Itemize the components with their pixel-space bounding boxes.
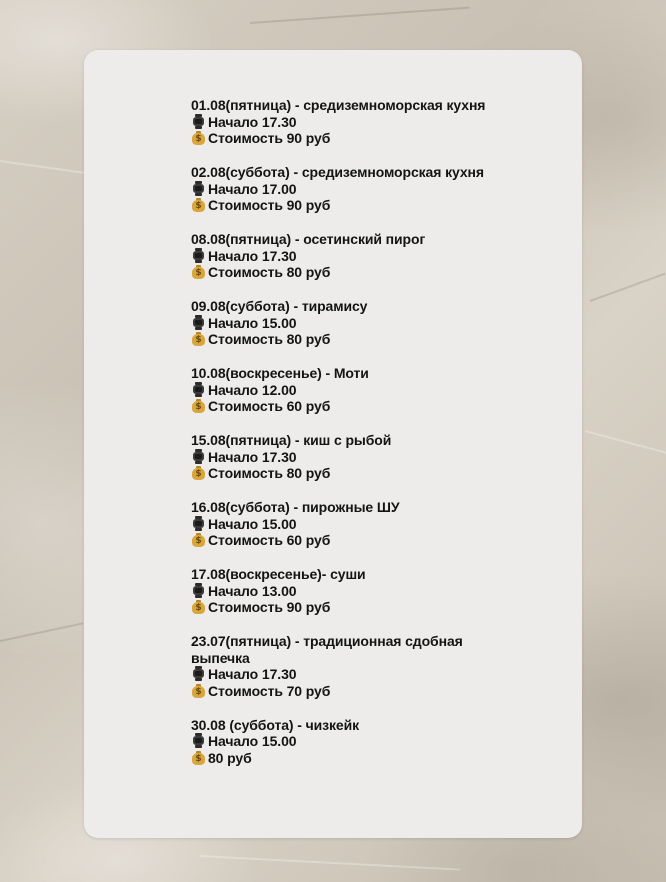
event-title: 30.08 (суббота) - чизкейк bbox=[191, 716, 360, 733]
event-title: 01.08(пятница) - средиземноморская кухня bbox=[191, 97, 486, 113]
event-start-text: Начало 17.00 bbox=[208, 180, 297, 197]
event-title: 15.08(пятница) - киш с рыбой bbox=[191, 432, 392, 448]
event-price bbox=[191, 599, 491, 616]
event-start-text: Начало 12.00 bbox=[208, 381, 297, 398]
watch-icon bbox=[191, 733, 206, 748]
event-start-text: Начало 17.30 bbox=[208, 247, 297, 264]
event-start bbox=[191, 382, 491, 399]
event-price bbox=[191, 331, 491, 348]
event-title: 16.08(суббота) - пирожные ШУ bbox=[191, 499, 400, 515]
money-bag-icon: $ bbox=[191, 130, 206, 145]
event-title: 17.08(воскресенье)- суши bbox=[191, 566, 366, 582]
event-start-text: Начало 15.00 bbox=[208, 733, 297, 749]
watch-icon bbox=[191, 583, 206, 598]
event-item bbox=[191, 365, 491, 415]
watch-icon bbox=[191, 181, 206, 196]
event-price bbox=[191, 683, 491, 700]
event-start bbox=[191, 583, 491, 600]
event-item bbox=[191, 499, 491, 549]
event-start bbox=[191, 449, 491, 466]
event-price-text: Стоимость 90 руб bbox=[208, 197, 331, 213]
event-start bbox=[191, 114, 491, 131]
event-price bbox=[191, 197, 491, 214]
money-bag-icon: $ bbox=[191, 683, 206, 698]
event-item bbox=[191, 298, 491, 348]
event-title: 10.08(воскресенье) - Моти bbox=[191, 365, 369, 381]
event-item bbox=[191, 432, 491, 482]
event-start-text: Начало 17.30 bbox=[208, 113, 297, 130]
event-price-text: Стоимость 90 руб bbox=[208, 130, 331, 146]
event-title: 09.08(суббота) - тирамису bbox=[191, 298, 368, 314]
event-price bbox=[191, 264, 491, 281]
event-price-text: Стоимость 90 руб bbox=[208, 599, 331, 615]
watch-icon bbox=[191, 248, 206, 263]
money-bag-icon: $ bbox=[191, 465, 206, 480]
money-bag-icon: $ bbox=[191, 599, 206, 614]
event-item bbox=[191, 97, 491, 147]
money-bag-icon: $ bbox=[191, 264, 206, 279]
event-title: 08.08(пятница) - осетинский пирог bbox=[191, 231, 426, 247]
event-price-text: Стоимость 80 руб bbox=[208, 264, 331, 280]
event-item bbox=[191, 566, 491, 616]
watch-icon bbox=[191, 449, 206, 464]
event-start bbox=[191, 666, 491, 683]
event-item bbox=[191, 231, 491, 281]
watch-icon bbox=[191, 315, 206, 330]
event-price bbox=[191, 750, 491, 767]
event-price-text: 80 руб bbox=[208, 749, 252, 766]
event-price-text: Стоимость 70 руб bbox=[208, 682, 331, 699]
event-price bbox=[191, 532, 491, 549]
event-price bbox=[191, 465, 491, 482]
watch-icon bbox=[191, 666, 206, 681]
money-bag-icon: $ bbox=[191, 532, 206, 547]
event-start bbox=[191, 516, 491, 533]
event-item bbox=[191, 633, 491, 699]
event-price-text: Стоимость 60 руб bbox=[208, 398, 331, 414]
event-price-text: Стоимость 80 руб bbox=[208, 331, 331, 347]
event-title: 02.08(суббота) - средиземноморская кухня bbox=[191, 164, 484, 180]
event-title: 23.07(пятница) - традиционная сдобная выпечка bbox=[191, 633, 463, 666]
watch-icon bbox=[191, 114, 206, 129]
money-bag-icon: $ bbox=[191, 197, 206, 212]
event-price-text: Стоимость 60 руб bbox=[208, 532, 331, 548]
watch-icon bbox=[191, 516, 206, 531]
event-item bbox=[191, 717, 491, 767]
event-price bbox=[191, 130, 491, 147]
event-start-text: Начало 13.00 bbox=[208, 582, 297, 599]
money-bag-icon: $ bbox=[191, 750, 206, 765]
watch-icon bbox=[191, 382, 206, 397]
money-bag-icon: $ bbox=[191, 398, 206, 413]
event-item bbox=[191, 164, 491, 214]
event-start bbox=[191, 248, 491, 265]
money-bag-icon: $ bbox=[191, 331, 206, 346]
event-start-text: Начало 15.00 bbox=[208, 314, 297, 331]
event-start-text: Начало 15.00 bbox=[208, 515, 297, 532]
event-price bbox=[191, 398, 491, 415]
event-start bbox=[191, 181, 491, 198]
event-start bbox=[191, 315, 491, 332]
event-start-text: Начало 17.30 bbox=[208, 448, 297, 465]
event-start bbox=[191, 733, 491, 750]
event-start-text: Начало 17.30 bbox=[208, 666, 297, 682]
event-price-text: Стоимость 80 руб bbox=[208, 465, 331, 481]
event-list bbox=[191, 97, 491, 784]
